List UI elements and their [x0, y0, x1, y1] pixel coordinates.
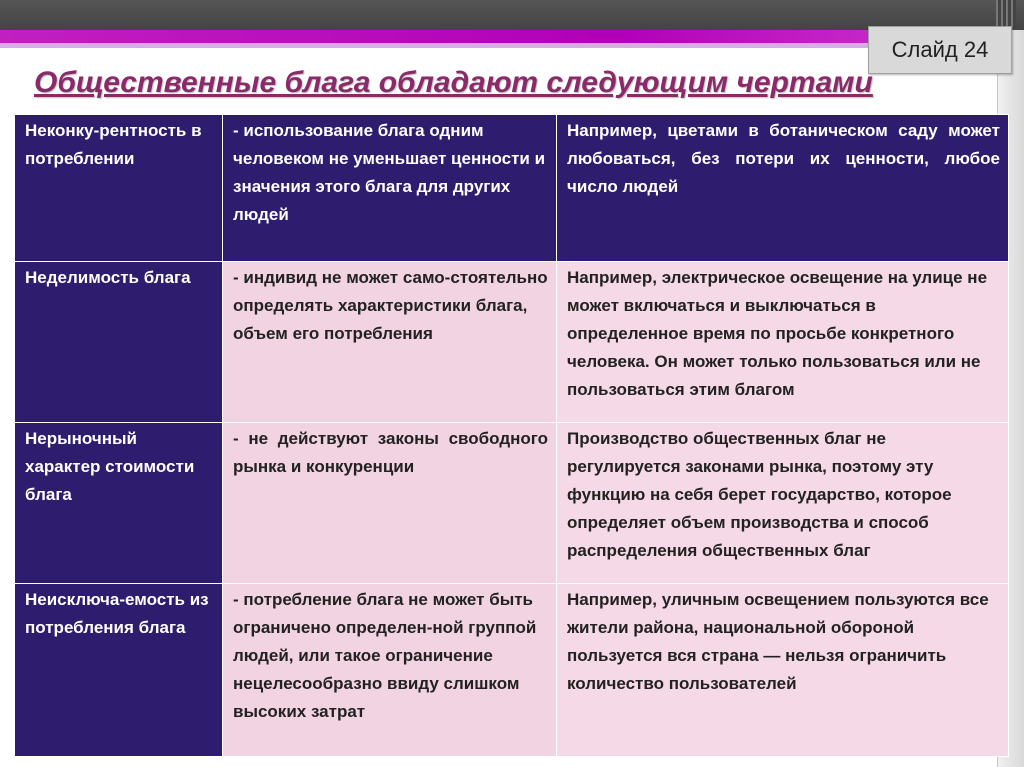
slide-number-badge: Слайд 24: [868, 26, 1012, 74]
definition-cell: - потребление блага не может быть ограничено определен-ной группой людей, или такое ограничение нецелесообразно ввиду слишком высоких затрат: [223, 584, 557, 757]
definition-cell: - не действуют законы свободного рынка и конкуренции: [223, 423, 557, 584]
table-row: [15, 115, 1009, 262]
feature-cell: Неисключа-емость из потребления блага: [15, 584, 223, 757]
table-row: [15, 423, 1009, 584]
table-row: [15, 262, 1009, 423]
feature-cell: Нерыночный характер стоимости блага: [15, 423, 223, 584]
example-cell: Например, электрическое освещение на улице не может включаться и выключаться в определенное время по просьбе конкретного человека. Он может только пользоваться или не пользоваться этим благом: [557, 262, 1009, 423]
example-cell: Производство общественных благ не регулируется законами рынка, поэтому эту функцию на себя берет государство, которое определяет объем производства и способ распределения общественных благ: [557, 423, 1009, 584]
definition-cell: - индивид не может само-стоятельно определять характеристики блага, объем его потребления: [223, 262, 557, 423]
feature-cell: Неделимость блага: [15, 262, 223, 423]
feature-cell: Неконку-рентность в потреблении: [15, 115, 223, 262]
example-cell: Например, цветами в ботаническом саду может любоваться, без потери их ценности, любое число людей: [557, 115, 1009, 262]
page-title: Общественные блага обладают следующим чертами: [34, 66, 873, 99]
table-row: [15, 584, 1009, 757]
definition-cell: - использование блага одним человеком не уменьшает ценности и значения этого блага для других людей: [223, 115, 557, 262]
example-cell: Например, уличным освещением пользуются все жители района, национальной обороной пользуется вся страна — нельзя ограничить количество пользователей: [557, 584, 1009, 757]
features-table: [14, 114, 1009, 757]
